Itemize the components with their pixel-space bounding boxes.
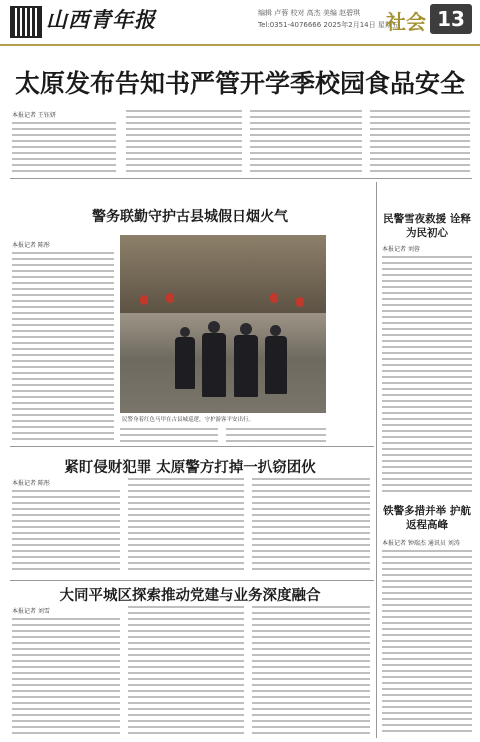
byline: 本报记者 陈彤	[12, 242, 50, 249]
divider	[10, 580, 374, 581]
article-body	[382, 256, 472, 492]
headline-party-building: 大同平城区探索推动党建与业务深度融合	[59, 588, 321, 604]
article-body	[12, 252, 114, 440]
lantern-icon	[296, 297, 304, 307]
article-body	[126, 110, 242, 174]
article-body	[370, 110, 470, 174]
headline-pickpocket: 紧盯侵财犯罪 太原警方打掉一扒窃团伙	[64, 460, 316, 476]
sidebar-headline-railway: 铁警多措并举 护航返程高峰	[383, 505, 471, 531]
article-body	[250, 110, 362, 174]
article-body	[226, 428, 326, 444]
byline: 本报记者 刘雪	[12, 608, 50, 615]
byline: 本报记者 刘蓉	[382, 246, 420, 253]
lantern-icon	[166, 293, 174, 303]
editor-line: 编辑 卢蓉 校对 高杰 美编 赵碧琪	[258, 9, 361, 17]
qr-code-icon	[10, 6, 42, 38]
page-number: 13	[430, 4, 472, 34]
officer-head	[180, 327, 190, 337]
byline: 本报记者 陈彤	[12, 480, 50, 487]
article-body	[382, 550, 472, 736]
divider	[10, 178, 472, 179]
headline-food-safety: 太原发布告知书严管开学季校园食品安全	[14, 69, 465, 98]
officer-head	[270, 325, 281, 336]
officer-figure	[175, 337, 195, 389]
masthead: 山西青年报	[46, 7, 156, 32]
date-line: Tel:0351-4076666 2025年2月14日 星期五	[258, 21, 399, 29]
officer-head	[208, 321, 220, 333]
lantern-icon	[270, 293, 278, 303]
officer-figure	[202, 333, 226, 397]
headline-patrol: 警务联勤守护古县城假日烟火气	[92, 209, 288, 225]
article-body	[120, 428, 218, 444]
officer-head	[240, 323, 252, 335]
article-body	[252, 478, 370, 574]
article-body	[128, 606, 244, 736]
article-body	[12, 122, 116, 174]
divider	[10, 446, 374, 447]
article-body	[128, 478, 244, 574]
officer-figure	[265, 336, 287, 394]
article-body	[252, 606, 370, 736]
byline: 本报记者 王钰妍	[12, 112, 56, 119]
article-body	[12, 490, 120, 574]
sidebar-headline-rescue: 民警雪夜救援 诠释为民初心	[383, 213, 471, 239]
column-divider	[376, 182, 377, 738]
page-header	[0, 0, 480, 46]
lantern-icon	[140, 295, 148, 305]
byline: 本报记者 钟瑞杰 通讯员 刘涛	[382, 540, 460, 547]
photo-caption: 民警身着红色马甲在古县城巡逻，守护游客平安出行。	[122, 417, 255, 423]
section-name: 社会	[386, 10, 426, 34]
patrol-photo	[120, 235, 326, 413]
article-body	[12, 618, 120, 736]
officer-figure	[234, 335, 258, 397]
